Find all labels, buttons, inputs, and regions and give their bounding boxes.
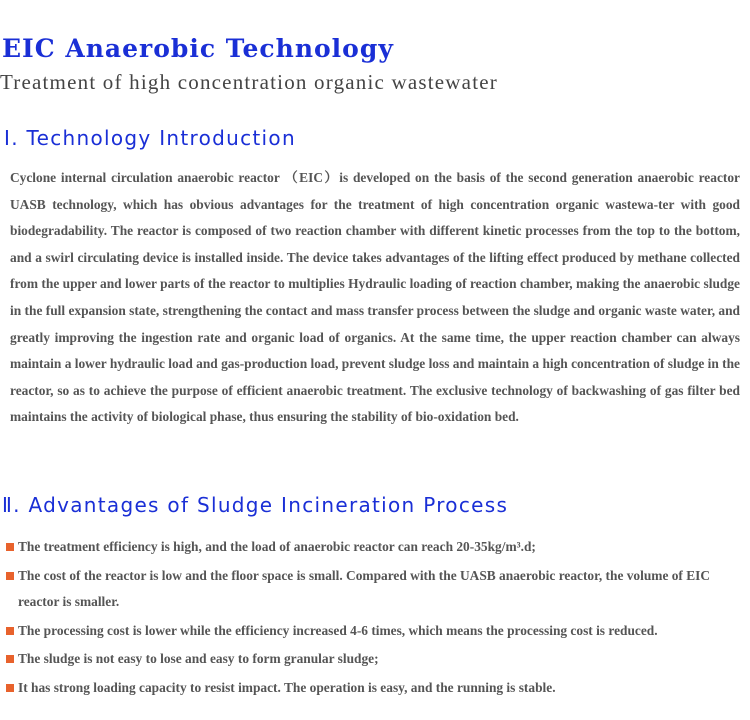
- advantage-text: The sludge is not easy to lose and easy to form granular sludge;: [18, 651, 379, 667]
- advantage-text: The treatment efficiency is high, and the load of anaerobic reactor can reach 20-35kg/m³.d;: [18, 539, 536, 554]
- list-item: [6, 618, 742, 645]
- list-item: [6, 563, 742, 616]
- section-heading-technology-introduction: Ⅰ. Technology Introduction: [4, 126, 296, 150]
- square-bullet-icon: [6, 684, 14, 692]
- advantage-text: The cost of the reactor is low and the floor space is small. Compared with the UASB anaerobic reactor, the volume of EIC reactor is smaller.: [18, 567, 711, 610]
- advantage-text: It has strong loading capacity to resist impact. The operation is easy, and the running is stable.: [18, 679, 556, 695]
- square-bullet-icon: [6, 572, 14, 580]
- square-bullet-icon: [6, 627, 14, 635]
- page-subtitle: Treatment of high concentration organic wastewater: [0, 70, 498, 94]
- advantage-text: The processing cost is lower while the efficiency increased 4-6 times, which means the processing cost is reduced.: [18, 622, 658, 638]
- page-title: EIC Anaerobic Technology: [2, 34, 394, 63]
- list-item: [6, 646, 742, 673]
- advantages-list: [6, 534, 742, 704]
- list-item: [6, 534, 742, 561]
- section-heading-advantages: Ⅱ. Advantages of Sludge Incineration Process: [2, 493, 509, 517]
- list-item: [6, 675, 742, 702]
- square-bullet-icon: [6, 655, 14, 663]
- technology-introduction-paragraph: Cyclone internal circulation anaerobic reactor （EIC）is developed on the basis of the second generation anaerobic reactor UASB technology, which has obvious advantages for the treatment of high concentration organic wastewa-ter with good biodegradability. The reactor is composed of two reaction chamber with different kinetic processes from the top to the bottom, and a swirl circulating device is installed inside. The device takes advantages of the lifting effect produced by methane collected from the upper and lower parts of the reactor to multiplies Hydraulic loading of reaction chamber, making the anaerobic sludge in the full expansion state, strengthening the contact and mass transfer process between the sludge and organic waste water, and greatly improving the ingestion rate and organic load of organics. At the same time, the upper reaction chamber can always maintain a lower hydraulic load and gas-production load, prevent sludge loss and maintain a high concentration of sludge in the reactor, so as to achieve the purpose of efficient anaerobic treatment. The exclusive technology of backwashing of gas filter bed maintains the activity of biological phase, thus ensuring the stability of bio-oxidation bed.: [10, 170, 740, 425]
- square-bullet-icon: [6, 543, 14, 551]
